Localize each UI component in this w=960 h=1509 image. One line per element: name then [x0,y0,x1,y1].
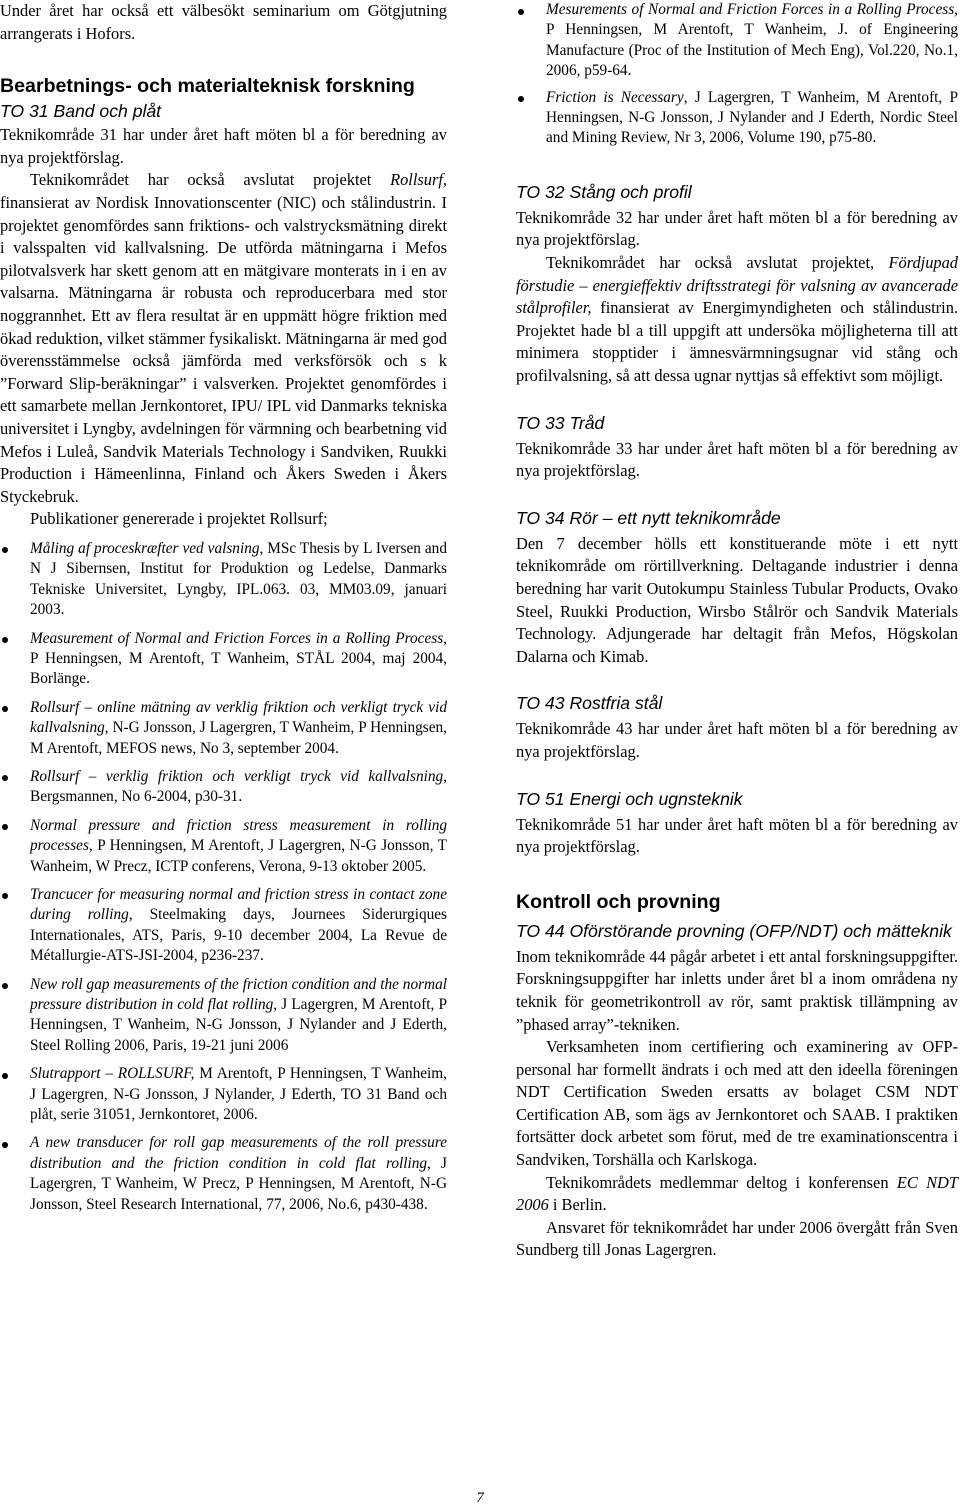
ref-title: Slutrapport – ROLLSURF, [30,1065,195,1083]
ref-detail: , MSc Thesis by L Iversen and N J Sibernsen, Institut for Produktion og Ledelse, Danmarks Tekniske Universitet, Lyngby, IPL.063. 03, MM03.09, januari 2003. [30,539,447,619]
to43-paragraph-1: Teknikområde 43 har under året haft möten bl a för beredning av nya projektförslag. [516,719,958,761]
list-item [0,885,447,967]
heading-to33: TO 33 Tråd [516,412,605,433]
to44-p3-conference: EC NDT 2006 [516,1172,958,1215]
list-item [0,767,447,808]
ref-title: New roll gap measurements of the friction condition and the normal pressure distribution in cold flat rolling [30,975,447,1013]
ref-title: Normal pressure and friction stress measurement in rolling processes [30,816,447,855]
to44-p3-post: i Berlin. [548,1195,607,1215]
left-column [0,0,447,1215]
ref-title: Mesurements of Normal and Friction Forces in a Rolling Process [546,1,955,18]
list-item [0,816,447,877]
to31-publication-list-continued [516,0,958,149]
to44-paragraph-3 [516,1172,958,1217]
ref-detail: , P Henningsen, M Arentoft, T Wanheim, J. of Engineering Manufacture (Proc of the Institution of Mech Eng), Vol.220, No.1, 2006, p59-64. [546,1,958,80]
to32-p2-pre: Teknikområdet har också avslutat projektet, [546,253,889,273]
ref-title: Friction is Necessary [546,88,684,106]
list-item [0,629,447,690]
ref-detail: , J Lagergren, T Wanheim, W Precz, P Henningsen, M Arentoft, N-G Jonsson, Steel Research International, 77, 2006, No.6, p430-438. [30,1154,447,1213]
ref-detail: M Arentoft, P Henningsen, T Wanheim, J Lagergren, N-G Jonsson, J Nylander, J Ederth, TO 31 Band och plåt, serie 31051, Jernkontoret, 2006. [30,1065,447,1124]
to32-paragraph-2 [516,252,958,388]
list-item [0,1064,447,1125]
list-item [516,0,958,82]
to34-paragraph-1: Den 7 december hölls ett konstituerande möte i ett nytt teknikområde om rörtillverkning. Deltagande industrier i denna beredning har varit Outokumpu Stainless Tubular Products, Ovako Steel, Ruukki Production, Wirsbo Stålrör och Sandvik Materials Technology. Adjungerade har deltagit från Mefos, Högskolan Dalarna och Kimab. [516,533,958,666]
ref-title: Trancucer for measuring normal and friction stress in contact zone during rolling [30,885,447,924]
to31-paragraph-2 [0,169,447,508]
to32-paragraph-1: Teknikområde 32 har under året haft möten bl a för beredning av nya projektförslag. [516,207,958,250]
page-number: 7 [476,1490,484,1506]
ref-detail: , Bergsmannen, No 6-2004, p30-31. [30,767,447,806]
ref-detail: , P Henningsen, M Arentoft, J Lagergren, N-G Jonsson, T Wanheim, W Precz, ICTP conferens, Verona, 9-13 oktober 2005. [30,837,447,875]
heading-to51: TO 51 Energi och ugnsteknik [516,788,743,809]
to33-paragraph-1: Teknikområde 33 har under året haft möten bl a för beredning av nya projektförslag. [516,438,958,481]
list-item [0,975,447,1057]
to44-paragraph-4: Ansvaret för teknikområdet har under 2006 övergått från Sven Sundberg till Jonas Lagergren. [516,1217,958,1260]
to51-paragraph-1: Teknikområde 51 har under året haft möten bl a för beredning av nya projektförslag. [516,814,958,857]
ref-detail: , J Lagergren, T Wanheim, M Arentoft, P Henningsen, N-G Jonsson, J Nylander and J Ederth, Nordic Steel and Mining Review, Nr 3, 2006, Volume 190, p75-80. [546,88,958,147]
heading-to44: TO 44 Oförstörande provning (OFP/NDT) och mätteknik [516,920,952,941]
ref-title: Measurement of Normal and Friction Forces in a Rolling Process [30,629,444,647]
ref-title: A new transducer for roll gap measurements of the roll pressure distribution and the friction condition in cold flat rolling [30,1134,447,1172]
heading-to31: TO 31 Band och plåt [0,101,162,122]
to32-p2-post: finansierat av Energimyndigheten och stålindustrin. Projektet hade bl a till uppgift att undersöka möjligheterna till att minimera stopptider i ämnesvärmningsugnar vid stång och profilvalsning, så att dessa ugnar nyttjas så effektivt som möjligt. [516,298,958,385]
ref-title: Rollsurf – verklig friktion och verkligt tryck vid kallvalsning [30,767,444,785]
list-item [516,88,958,149]
ref-title: Rollsurf – online mätning av verklig friktion och verkligt tryck vid kallvalsning [30,698,447,737]
to31-publication-list [0,539,447,1215]
to31-p2-post: , finansierat av Nordisk Innovationscenter (NIC) och stålindustrin. I projektet genomfördes sann friktions- och valstrycksmätning direkt i valsspalten vid kallvalsning. De utförda mätningarna i Mefos pilotvalsverk har skett genom att en mätgivare monterats in i en av valsarna. Mätningarna är robusta och reproducerbara med stor noggrannhet. Ett av flera resultat är en uppmätt högre friktion med ökad reduktion, vilket stämmer fysikaliskt. Mätningarna är med god överensstämmelse också jämförda med verksförsök och s k ”Forward Slip-beräkningar” i valsverken. Projektet genomfördes i ett samarbete mellan Jernkontoret, IPU/ IPL vid Danmarks tekniska universitet i Lyngby, avdelningen för värmning och bearbetning vid Mefos i Luleå, Sandvik Materials Technology i Sandviken, Ruukki Production i Hämeenlinna, Finland och Åkers Sweden i Åkers Styckebruk. [0,170,447,506]
to31-p2-pre: Teknikområdet har också avslutat projektet [30,170,391,190]
list-item [0,539,447,621]
ref-detail: , P Henningsen, M Arentoft, T Wanheim, STÅL 2004, maj 2004, Borlänge. [30,629,447,688]
ref-detail: , Steelmaking days, Journees Siderurgiques Internationales, ATS, Paris, 9-10 december 2004, La Revue de Métallurgie-ATS-JSI-2004, p236-237. [30,906,447,965]
ref-detail: , N-G Jonsson, J Lagergren, T Wanheim, P Henningsen, M Arentoft, MEFOS news, No 3, september 2004. [30,719,447,757]
right-column [516,0,958,1262]
to44-p3-pre: Teknikområdets medlemmar deltog i konferensen [546,1172,897,1192]
to31-p2-project: Rollsurf [390,170,443,190]
to44-paragraph-2: Verksamheten inom certifiering och examinering av OFP-personal har formellt ändrats i och med att den ideella föreningen NDT Certification Sweden ersatts av bolaget CSM NDT Certification AB, som ägs av Jernkontoret och SAAB. I praktiken fortsätter dock arbetet som förut, med de tre examinationscentra i Sandviken, Torshälla och Karlskoga. [516,1037,958,1170]
to31-publications-intro: Publikationer genererade i projektet Rollsurf; [30,509,328,529]
list-item [0,1133,447,1215]
ref-detail: , J Lagergren, M Arentoft, P Henningsen, T Wanheim, N-G Jonsson, J Nylander and J Ederth, Steel Rolling 2006, Paris, 19-21 juni 2006 [30,996,447,1054]
heading-to32: TO 32 Stång och profil [516,181,692,202]
to32-p2-project: Fördjupad förstudie – energieffektiv driftsstrategi för valsning av avancerade stålprofiler, [516,253,958,318]
intro-paragraph: Under året har också ett välbesökt seminarium om Götgjutning arrangerats i Hofors. [0,1,447,43]
list-item [0,698,447,759]
heading-to43: TO 43 Rostfria stål [516,693,663,714]
to44-paragraph-1: Inom teknikområde 44 pågår arbetet i ett antal forskningsuppgifter. Forskningsuppgifter har inletts under året bl a inom områdena ny teknik för geometrikontroll av rör, samt praktisk tillämpning av ”phased array”-tekniken. [516,946,958,1034]
to31-paragraph-1: Teknikområde 31 har under året haft möten bl a för beredning av nya projektförslag. [0,125,447,167]
section-title-kontroll: Kontroll och provning [516,890,721,913]
ref-title: Måling af proceskræfter ved valsning [30,539,260,557]
heading-to34: TO 34 Rör – ett nytt teknikområde [516,507,781,528]
section-title-bearbetning: Bearbetnings- och materialteknisk forskning [0,75,415,98]
